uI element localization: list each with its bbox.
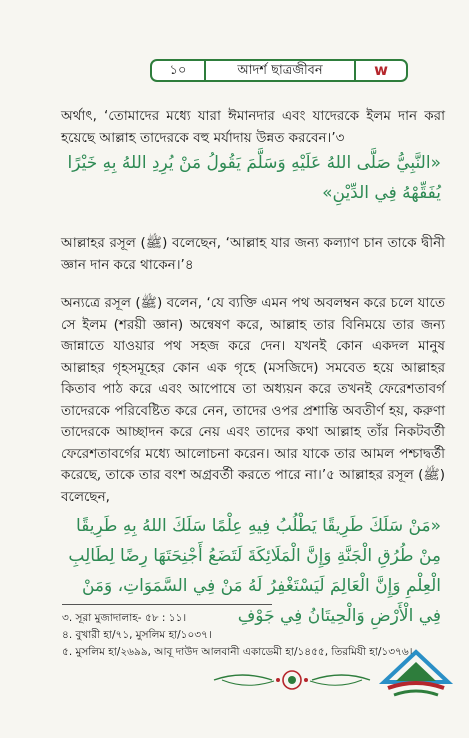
paragraph-2: আল্লাহর রসূল (ﷺ) বলেছেন, ‘আল্লাহ যার জন্য কল্যাণ চান তাকে দ্বীনী জ্ঞান দান করে থাকেন।’৪ bbox=[61, 235, 445, 273]
header-mark: w bbox=[354, 61, 406, 80]
book-title: আদর্শ ছাত্রজীবন bbox=[237, 63, 323, 78]
footnote-5: ৫. মুসলিম হা/২৬৯৯, আবূ দাউদ আলবানী একাডেমী হা/১৪৫৫, তিরমিযী হা/১৩৭৬। bbox=[62, 646, 413, 658]
arabic-hadith-2: «مَنْ سَلَكَ طَرِيقًا يَطْلُبُ فِيهِ عِلْمًا سَلَكَ اللهُ بِهِ طَرِيقًا مِنْ طُرُقِ الْجَنَّةِ وَإِنَّ الْمَلَائِكَةَ لَتَضَعُ أَجْنِحَتَهَا رِضًا لِطَالِبِ الْعِلْمِ وَإِنَّ الْعَالِمَ لَيَسْتَغْفِرُ لَهُ مَنْ فِي السَّمَوَاتِ، وَمَنْ فِي الْأَرْضِ وَالْحِيتَانُ فِي جَوْفِ bbox=[68, 516, 441, 626]
paragraph-1: অর্থাৎ, ‘তোমাদের মধ্যে যারা ঈমানদার এবং যাদেরকে ইলম দান করা হয়েছে আল্লাহ তাদেরকে বহু মর্যাদায় উন্নত করবেন।’৩ bbox=[61, 108, 445, 146]
running-header bbox=[150, 59, 408, 82]
arabic-hadith-1: «النَّبِيُّ صَلَّى اللهُ عَلَيْهِ وَسَلَّمَ يَقُولُ مَنْ يُرِدِ اللهُ بِهِ خَيْرًا يُفَقِّهْهُ فِي الدِّيْنِ» bbox=[67, 153, 441, 203]
page-number: ১০ bbox=[152, 61, 206, 80]
footnote-4: ৪. বুখারী হা/৭১, মুসলিম হা/১০৩৭। bbox=[62, 629, 212, 641]
paragraph-3: অন্যত্রে রসূল (ﷺ) বলেন, ‘যে ব্যক্তি এমন পথ অবলম্বন করে চলে যাতে সে ইলম (শরয়ী জ্ঞান) অন্বেষণ করে, আল্লাহ তার বিনিময়ে তার জন্য জান্নাতে যাওয়ার পথ সহজ করে দেন। যখনই কোন একদল মানুষ আল্লাহর গৃহসমূহের কোন এক গৃহে (মসজিদে) সমবেত হয়ে আল্লাহর কিতাব পাঠ করে এবং আপোষে তা অধ্যয়ন করে তখনই ফেরেশতাবর্গ তাদেরকে পরিবেষ্টিত করে নেন, তাদের ওপর প্রশান্তি অবতীর্ণ হয়, করুণা তাদেরকে আচ্ছাদন করে নেয় এবং তাদের কথা আল্লাহ তাঁর নিকটবর্তী ফেরেশতাবর্গের মধ্যে আলোচনা করেন। আর যাকে তার আমল পশ্চাদ্বর্তী করেছে, তাকে তার বংশ অগ্রবর্তী করতে পারে না।’৫ আল্লাহর রসূল (ﷺ) বলেছেন, bbox=[61, 295, 446, 505]
flourish-ornament-icon bbox=[212, 668, 372, 692]
footnote-divider bbox=[62, 604, 272, 605]
publisher-logo-icon bbox=[378, 648, 454, 700]
footnote-3: ৩. সূরা মুজাদালাহ- ৫৮ : ১১। bbox=[62, 612, 187, 624]
